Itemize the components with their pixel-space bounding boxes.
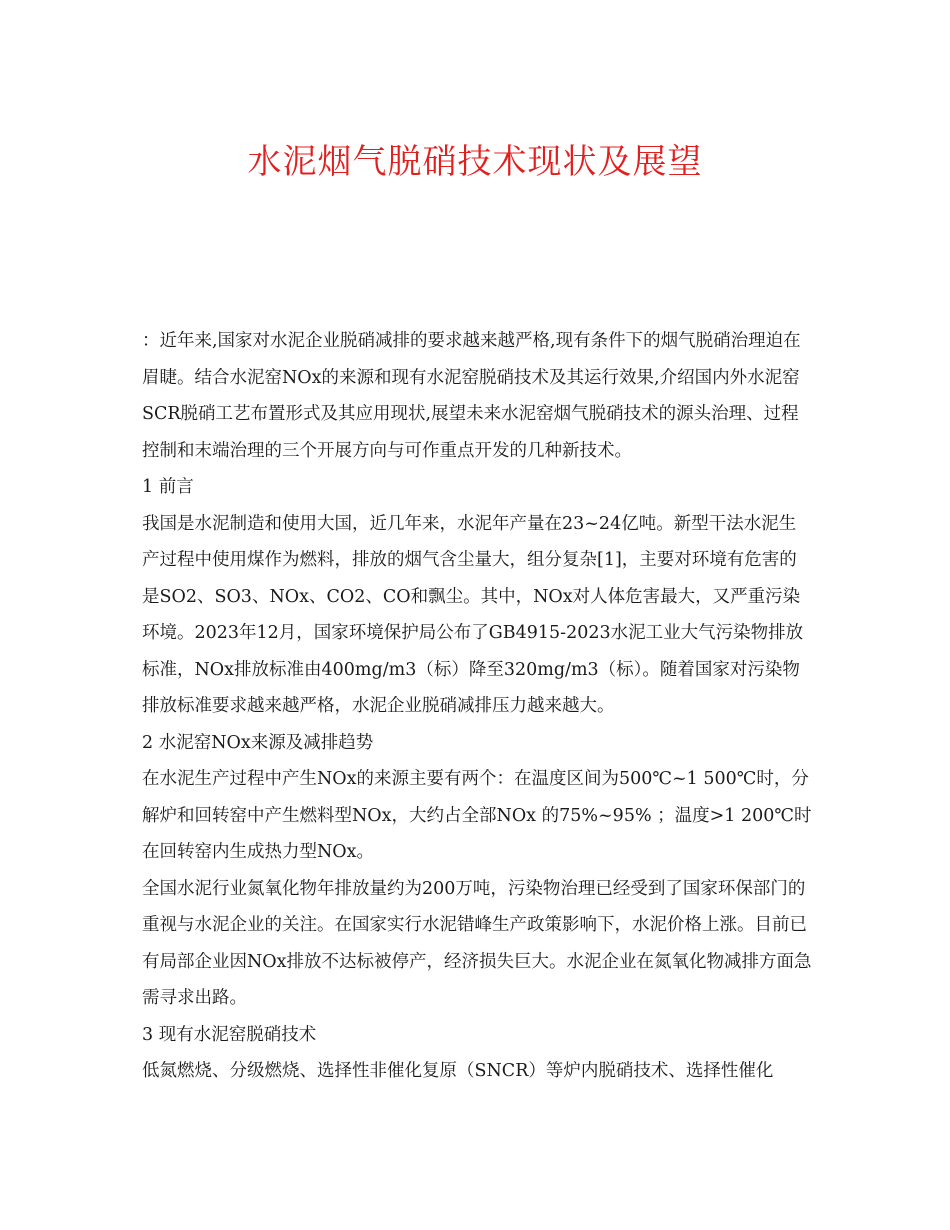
document-body — [142, 323, 812, 1090]
body-paragraph: 我国是水泥制造和使用大国，近几年来，水泥年产量在23~24亿吨。新型干法水泥生产过程中使用煤作为燃料，排放的烟气含尘量大，组分复杂[1]，主要对环境有危害的是SO2、SO3、NOx、CO2、CO和飘尘。其中，NOx对人体危害最大，又严重污染环境。2023年12月，国家环境保护局公布了GB4915-2023水泥工业大气污染物排放标准，NOx排放标准由400mg/m3（标）降至320mg/m3（标）。随着国家对污染物排放标准要求越来越严格，水泥企业脱硝减排压力越来越大。 — [142, 513, 804, 716]
section-heading-nox-sources: 2 水泥窑NOx来源及减排趋势 — [142, 732, 374, 753]
section-heading-preface: 1 前言 — [142, 477, 194, 497]
section-heading-existing-tech: 3 现有水泥窑脱硝技术 — [142, 1024, 317, 1045]
body-paragraph: 全国水泥行业氮氧化物年排放量约为200万吨，污染物治理已经受到了国家环保部门的重视与水泥企业的关注。在国家实行水泥错峰生产政策影响下，水泥价格上涨。目前已有局部企业因NOx排放不达标被停产，经济损失巨大。水泥企业在氮氧化物减排方面急需寻求出路。 — [142, 878, 812, 1008]
abstract-paragraph: ：近年来,国家对水泥企业脱硝减排的要求越来越严格,现有条件下的烟气脱硝治理迫在眉睫。结合水泥窑NOx的来源和现有水泥窑脱硝技术及其运行效果,介绍国内外水泥窑SCR脱硝工艺布置形式及其应用现状,展望未来水泥窑烟气脱硝技术的源头治理、过程控制和末端治理的三个开展方向与可作重点开发的几种新技术。 — [142, 331, 801, 461]
body-paragraph: 低氮燃烧、分级燃烧、选择性非催化复原（SNCR）等炉内脱硝技术、选择性催化 — [142, 1061, 774, 1081]
document-title: 水泥烟气脱硝技术现状及展望 — [247, 142, 703, 182]
body-paragraph: 在水泥生产过程中产生NOx的来源主要有两个：在温度区间为500℃~1 500℃时，分解炉和回转窑中产生燃料型NOx，大约占全部NOx 的75%~95% ；温度>1 200℃时在回转窑内生成热力型NOx。 — [142, 769, 812, 862]
